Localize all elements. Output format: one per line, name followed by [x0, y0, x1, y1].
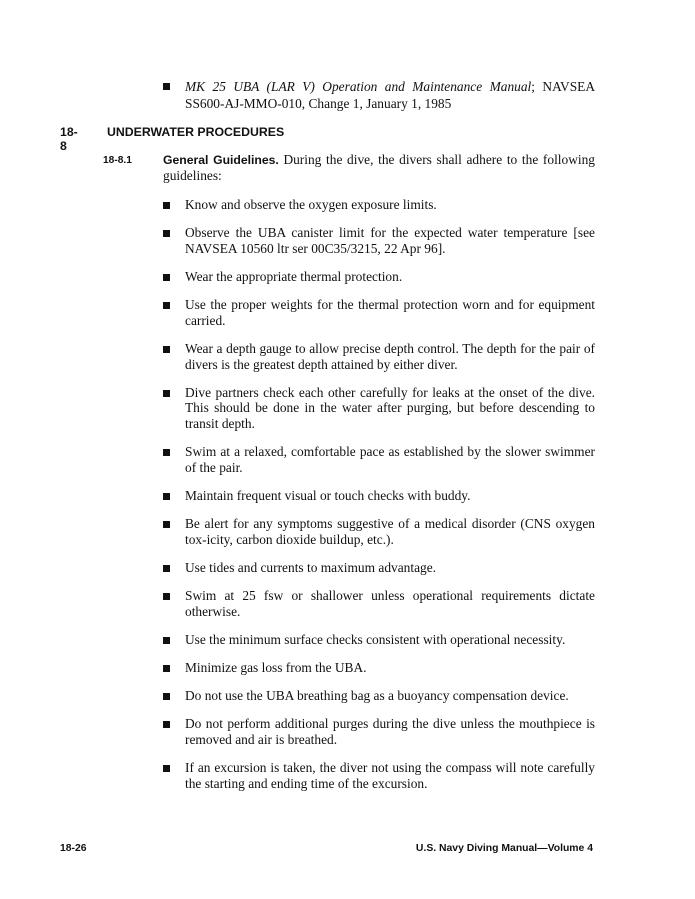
- list-item-text: Dive partners check each other carefully for leaks at the onset of the dive. This should be done in the water after purging, but before descending to transit depth.: [185, 384, 595, 431]
- paragraph-text: During the dive, the divers shall adhere to the following guidelines:: [163, 152, 595, 183]
- list-item: [163, 516, 595, 547]
- list-item-text: Maintain frequent visual or touch checks with buddy.: [185, 487, 471, 503]
- guidelines-list: [163, 197, 595, 804]
- list-item-text: Wear the appropriate thermal protection.: [185, 268, 403, 284]
- list-item: [163, 760, 595, 791]
- section-number: 18-8: [60, 125, 78, 153]
- list-item-text: Use the proper weights for the thermal protection worn and for equipment carried.: [185, 297, 595, 328]
- list-item-text: Be alert for any symptoms suggestive of a medical disorder (CNS oxygen tox-icity, carbon dioxide buildup, etc.).: [185, 516, 595, 547]
- list-item: [163, 688, 595, 704]
- square-bullet-icon: [163, 765, 170, 772]
- list-item-text: Minimize gas loss from the UBA.: [185, 660, 367, 675]
- square-bullet-icon: [163, 593, 170, 600]
- paragraph-lead: General Guidelines.: [163, 153, 279, 167]
- list-item-text: If an excursion is taken, the diver not using the compass will note carefully the starting and ending time of the excursion.: [185, 760, 595, 791]
- square-bullet-icon: [163, 637, 170, 644]
- paragraph-intro: [163, 152, 595, 184]
- list-item-text: Observe the UBA canister limit for the expected water temperature [see NAVSEA 10560 ltr ser 00C35/3215, 22 Apr 96].: [185, 225, 595, 256]
- reference-text: [185, 78, 595, 112]
- list-item: [163, 341, 595, 372]
- square-bullet-icon: [163, 521, 170, 528]
- list-item: [163, 297, 595, 328]
- square-bullet-icon: [163, 565, 170, 572]
- list-item-text: Wear a depth gauge to allow precise depth control. The depth for the pair of divers is the greatest depth attained by either diver.: [185, 340, 595, 372]
- list-item-text: Do not use the UBA breathing bag as a buoyancy compensation device.: [185, 688, 569, 704]
- list-item: [163, 488, 595, 504]
- list-item: [163, 560, 595, 576]
- square-bullet-icon: [163, 274, 170, 281]
- list-item-text: Use the minimum surface checks consistent with operational necessity.: [185, 631, 566, 647]
- square-bullet-icon: [163, 202, 170, 209]
- paragraph-number: 18-8.1: [103, 155, 132, 166]
- reference-title: MK 25 UBA (LAR V) Operation and Maintenance Manual: [185, 79, 532, 94]
- square-bullet-icon: [163, 493, 170, 500]
- square-bullet-icon: [163, 83, 170, 90]
- square-bullet-icon: [163, 390, 170, 397]
- square-bullet-icon: [163, 346, 170, 353]
- list-item: [163, 269, 595, 285]
- list-item: [163, 385, 595, 432]
- list-item-text: Use tides and currents to maximum advantage.: [185, 559, 437, 575]
- list-item: [163, 716, 595, 747]
- square-bullet-icon: [163, 302, 170, 309]
- square-bullet-icon: [163, 721, 170, 728]
- reference-details: ; NAVSEA SS600-AJ-MMO-010, Change 1, January 1, 1985: [185, 79, 595, 111]
- reference-bullet-item: [163, 78, 595, 112]
- footer-title: U.S. Navy Diving Manual—Volume 4: [415, 843, 593, 854]
- list-item: [163, 660, 595, 676]
- list-item: [163, 588, 595, 619]
- section-title: UNDERWATER PROCEDURES: [107, 125, 285, 139]
- list-item-text: Do not perform additional purges during the dive unless the mouthpiece is removed and air is breathed.: [185, 716, 595, 747]
- footer-page-number: 18-26: [60, 843, 87, 854]
- square-bullet-icon: [163, 693, 170, 700]
- square-bullet-icon: [163, 230, 170, 237]
- list-item: [163, 632, 595, 648]
- list-item-text: Know and observe the oxygen exposure limits.: [185, 197, 437, 212]
- list-item: [163, 197, 595, 213]
- list-item-text: Swim at a relaxed, comfortable pace as established by the slower swimmer of the pair.: [185, 444, 595, 475]
- list-item: [163, 444, 595, 475]
- list-item: [163, 225, 595, 256]
- square-bullet-icon: [163, 449, 170, 456]
- square-bullet-icon: [163, 665, 170, 672]
- list-item-text: Swim at 25 fsw or shallower unless operational requirements dictate otherwise.: [185, 588, 595, 619]
